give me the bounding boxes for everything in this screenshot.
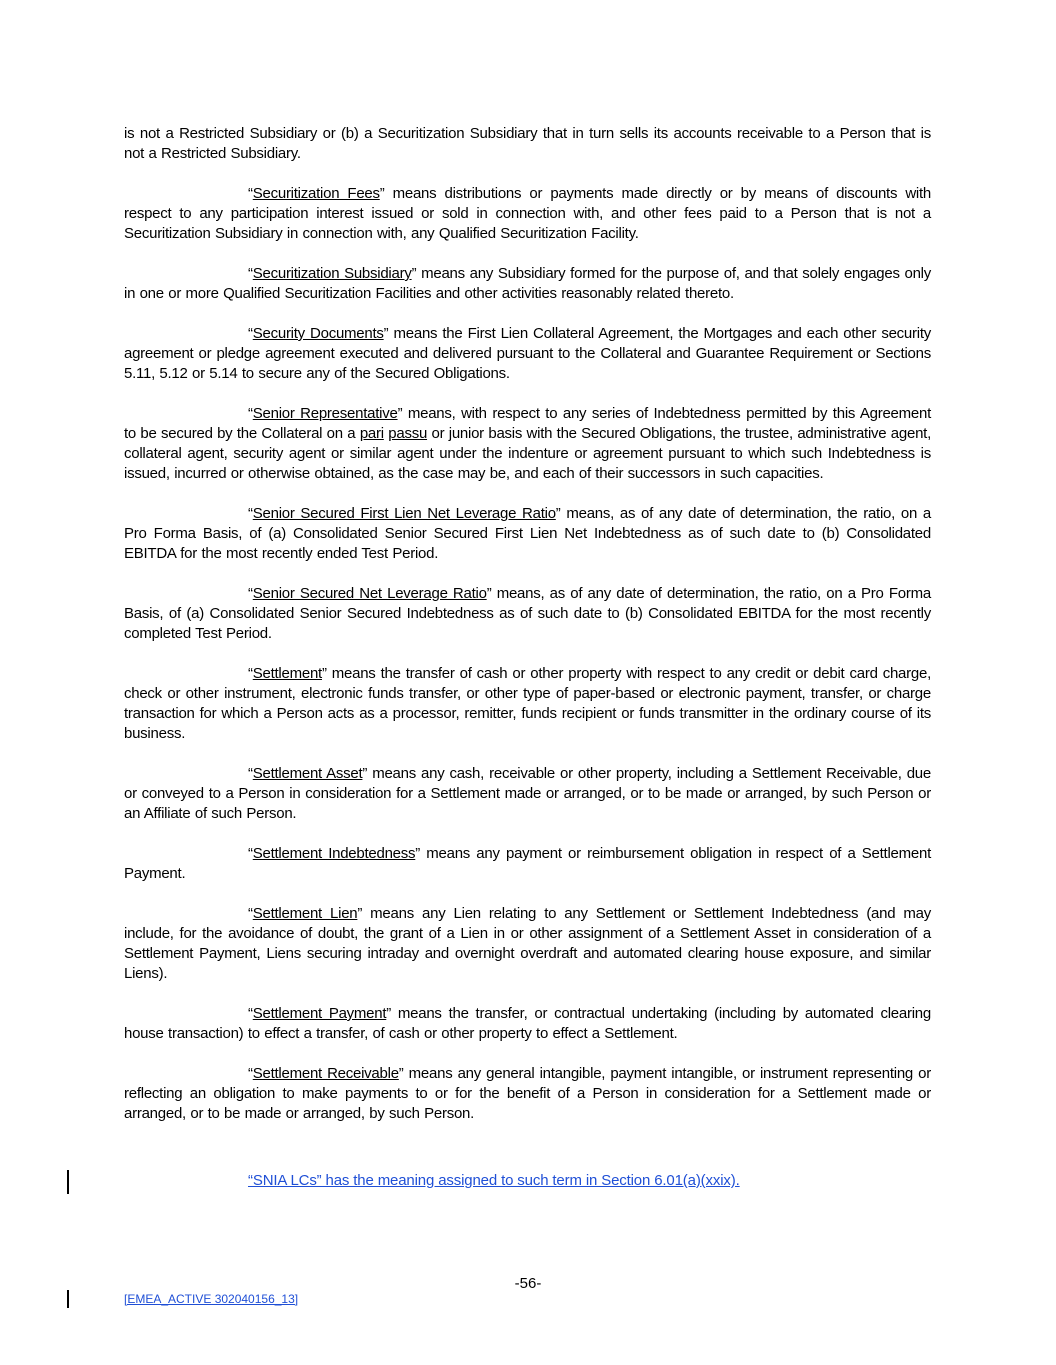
open-quote: “ [248,1065,253,1082]
open-quote: “ [248,665,253,682]
close-quote: ” [486,585,492,602]
open-quote: “ [248,585,253,602]
defined-term: Settlement Payment [252,1005,387,1022]
defined-term: Settlement Indebtedness [252,845,416,862]
definition-body-continued: or junior basis with the Secured Obligations, the trustee, administrative agent, collateral agent, security agent or similar agent under the indenture or agreement pursuant to which such Indebtedness is issued, incurred or otherwise obtained, as the case may be, and each of their successors in such capacities. [124,425,932,482]
defined-term: Settlement Receivable [252,1065,399,1082]
definition-senior-representative [124,404,931,484]
definition-settlement-indebtedness [124,844,931,884]
change-bar [67,1170,69,1194]
document-body [124,124,931,1144]
definition-body: means distributions or payments made directly or by means of discounts with respect to any participation interest issued or sold in connection with, and other fees paid to a Person that is not a Securitization Subsidiary in connection with, any Qualified Securitization Facility. [124,185,931,242]
close-quote: ” [411,265,417,282]
definition-securitization-fees [124,184,931,244]
definition-securitization-subsidiary [124,264,931,304]
definition-senior-secured-net-leverage-ratio [124,584,931,644]
definition-senior-secured-first-lien-net-leverage-ratio [124,504,931,564]
defined-term: Senior Secured First Lien Net Leverage Ratio [252,505,556,522]
definition-settlement [124,664,931,744]
close-quote: ” [383,325,389,342]
close-quote: ” [321,665,327,682]
document-footer-id: [EMEA_ACTIVE 302040156_13] [124,1292,299,1306]
defined-term: Security Documents [252,325,384,342]
definition-body: means, as of any date of determination, the ratio, on a Pro Forma Basis, of (a) Consolidated Senior Secured Indebtedness as of such date to (b) Consolidated EBITDA for the most recently completed Test Period. [124,585,931,642]
open-quote: “ [248,405,253,422]
pari-term: pari [359,425,384,442]
close-quote: ” [362,765,368,782]
defined-term: Securitization Fees [252,185,380,202]
close-quote: ” [357,905,363,922]
defined-term: Securitization Subsidiary [252,265,412,282]
page-number: -56- [514,1275,542,1292]
definition-body: means the transfer of cash or other property with respect to any credit or debit card charge, check or other instrument, electronic funds transfer, or other type of paper-based or electronic payment, transfer, or charge transaction for which a Person acts as a processor, remitter, funds recipient or funds transmitter in the ordinary course of its business. [124,665,931,742]
definition-body: means any cash, receivable or other property, including a Settlement Receivable, due or conveyed to a Person in consideration for a Settlement made or arranged, or to be made or arranged, by such Person or an Affiliate of such Person. [124,765,931,822]
open-quote: “ [248,185,253,202]
definition-body: means, with respect to any series of Indebtedness permitted by this Agreement to be secured by the Collateral on a [124,405,931,442]
definition-settlement-lien [124,904,931,984]
close-quote: ” [386,1005,392,1022]
definition-body: means, as of any date of determination, the ratio, on a Pro Forma Basis, of (a) Consolidated Senior Secured First Lien Net Indebtedness as of such date to (b) Consolidated EBITDA for the most recently ended Test Period. [124,505,931,562]
open-quote: “ [248,265,253,282]
open-quote: “ [248,325,253,342]
open-quote: “ [248,505,253,522]
definition-body: means any Lien relating to any Settlement or Settlement Indebtedness (and may include, for the avoidance of doubt, the grant of a Lien in or other assignment of a Settlement Asset in consideration of a Settlement Payment, Liens securing intraday and overnight overdraft and automated clearing house exposure, and similar Liens). [124,905,931,982]
close-quote: ” [379,185,385,202]
close-quote: ” [398,1065,404,1082]
defined-term: Settlement Asset [252,765,363,782]
definition-body: means any general intangible, payment intangible, or instrument representing or reflecting an obligation to make payments to or for the benefit of a Person in consideration for a Settlement made or arranged, or to be made or arranged, by such Person. [124,1065,931,1122]
open-quote: “ [248,905,253,922]
passu-term: passu [388,425,428,442]
open-quote: “ [248,845,253,862]
definition-security-documents [124,324,931,384]
definition-settlement-asset [124,764,931,824]
inserted-definition-snia-lcs: “SNIA LCs” has the meaning assigned to such term in Section 6.01(a)(xxix). [248,1172,740,1189]
defined-term: Senior Secured Net Leverage Ratio [252,585,487,602]
definition-settlement-payment [124,1004,931,1044]
definition-body: means any payment or reimbursement obligation in respect of a Settlement Payment. [124,845,931,882]
open-quote: “ [248,765,253,782]
defined-term: Senior Representative [252,405,398,422]
close-quote: ” [397,405,403,422]
open-quote: “ [248,1005,253,1022]
definition-body: means any Subsidiary formed for the purpose of, and that solely engages only in one or more Qualified Securitization Facilities and other activities reasonably related thereto. [124,265,932,302]
definition-settlement-receivable [124,1064,931,1124]
intro-paragraph: is not a Restricted Subsidiary or (b) a Securitization Subsidiary that in turn sells its accounts receivable to a Person that is not a Restricted Subsidiary. [124,125,931,162]
close-quote: ” [415,845,421,862]
defined-term: Settlement Lien [252,905,358,922]
footer-change-bar [67,1290,69,1308]
definition-body: means the transfer, or contractual undertaking (including by automated clearing house transaction) to effect a transfer, of cash or other property to effect a Settlement. [124,1005,931,1042]
definition-body: means the First Lien Collateral Agreement, the Mortgages and each other security agreement or pledge agreement executed and delivered pursuant to the Collateral and Guarantee Requirement or Sections 5.11, 5.12 or 5.14 to secure any of the Secured Obligations. [124,325,931,382]
close-quote: ” [555,505,561,522]
defined-term: Settlement [252,665,322,682]
